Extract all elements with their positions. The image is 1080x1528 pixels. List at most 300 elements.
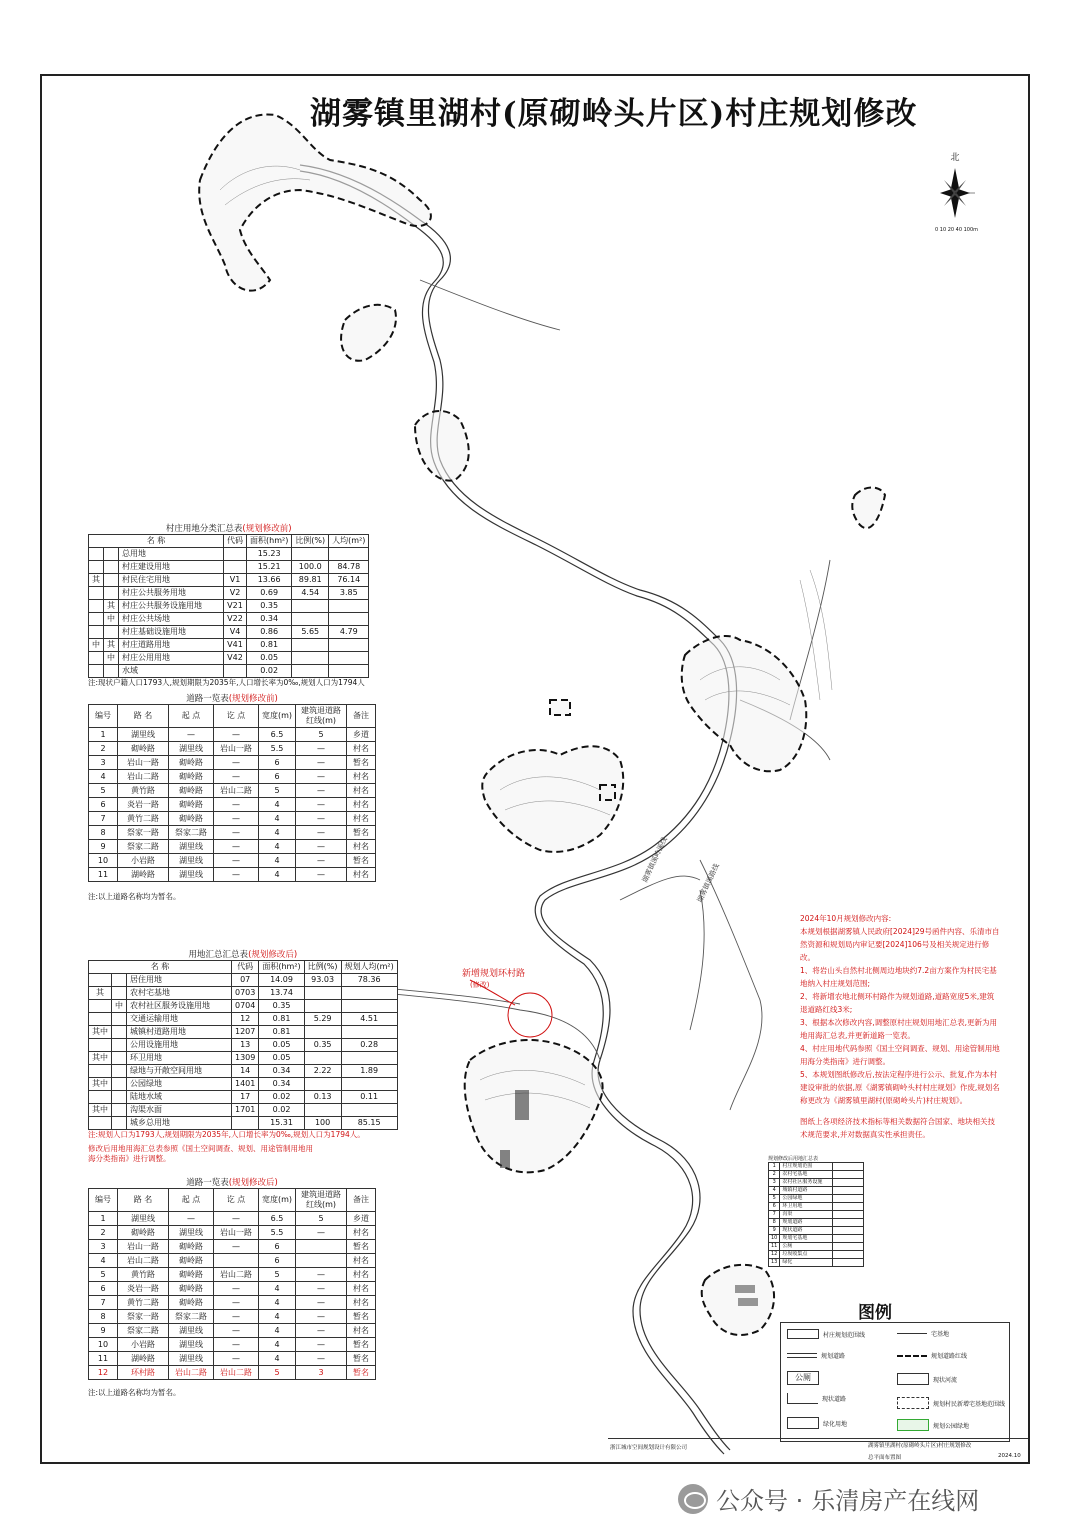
table-cell (304, 1026, 341, 1039)
table-cell: 0.34 (259, 1078, 304, 1091)
table-cell: 村名 (347, 1268, 376, 1282)
table-cell: 村名 (347, 1282, 376, 1296)
table-row (89, 1324, 376, 1338)
table-cell: 公厕 (780, 1243, 833, 1251)
table-cell: 环村路 (118, 1366, 169, 1380)
table-cell: 祭家一路 (118, 1310, 169, 1324)
table-cell: 现状道路 (780, 1227, 833, 1235)
table-cell (304, 1104, 341, 1117)
table-cell: 岩山二路 (214, 1268, 259, 1282)
column-header: 讫 点 (214, 705, 259, 728)
table-cell: 5.5 (259, 742, 296, 756)
table-cell (89, 974, 112, 987)
table-cell: — (296, 1268, 347, 1282)
table-cell: 湖岭路 (118, 1352, 169, 1366)
table-note-1: 注:规划人口为1793人,规划期限为2035年,人口增长率为0‰,规划人口为1794人。 (88, 1130, 365, 1139)
notes-line: 图纸上各项经济技术指标等相关数据符合国家、地块相关技术规范要求,并对数据真实性承担责任。 (800, 1117, 995, 1139)
table-cell (104, 548, 119, 561)
column-header: 代码 (232, 961, 259, 974)
table-cell: 9 (769, 1227, 780, 1235)
table-caption: 村庄用地分类汇总表(规划修改前) (165, 524, 292, 534)
table-cell: V42 (224, 652, 247, 665)
table-row (89, 840, 376, 854)
column-header: 起 点 (169, 705, 214, 728)
table-cell: 0.34 (247, 613, 292, 626)
table-row (89, 812, 376, 826)
table-row (89, 652, 369, 665)
table-cell: 2 (89, 742, 118, 756)
table-cell (104, 587, 119, 600)
table-cell (89, 561, 104, 574)
table-cell: 村名 (347, 868, 376, 882)
table-cell: — (169, 728, 214, 742)
table-cell: 6 (89, 1282, 118, 1296)
table-row (89, 868, 376, 882)
table-cell: — (296, 784, 347, 798)
table-cell: 砌岭路 (169, 1240, 214, 1254)
table-cell: — (214, 1338, 259, 1352)
table-cell: 1.89 (341, 1065, 397, 1078)
table-cell: 公园绿地 (780, 1195, 833, 1203)
table-row (89, 1240, 376, 1254)
table-cell: 5.29 (304, 1013, 341, 1026)
table-cell (112, 1078, 127, 1091)
table-cell: 暂名 (347, 1366, 376, 1380)
notes-heading: 2024年10月规划修改内容: (800, 914, 892, 923)
notes-line: 4、村庄用地代码参照《国土空间调查、规划、用途管制用地用海分类指南》进行调整。 (800, 1044, 1000, 1066)
table-cell (296, 1240, 347, 1254)
table-cell: 中 (104, 652, 119, 665)
org-name: 浙江城市空间规划设计有限公司 (610, 1445, 688, 1451)
table-cell: 暂名 (347, 1310, 376, 1324)
table-cell: 0.02 (259, 1104, 304, 1117)
table-cell: 4 (259, 826, 296, 840)
table-cell: 13 (769, 1259, 780, 1267)
table-cell (104, 626, 119, 639)
table-cell: — (214, 812, 259, 826)
table-cell: 5 (296, 728, 347, 742)
table-cell: 5 (89, 1268, 118, 1282)
table-cell: 沟渠水面 (127, 1104, 232, 1117)
table-cell: 10 (89, 1338, 118, 1352)
table-cell: 沟渠 (780, 1211, 833, 1219)
table-cell (296, 1254, 347, 1268)
table-caption: 道路一览表(规划修改后) (186, 1178, 278, 1188)
table-cell: 0.05 (259, 1052, 304, 1065)
table-cell: 岩山二路 (169, 1366, 214, 1380)
table-caption: 用地汇总汇总表(规划修改后) (188, 950, 298, 960)
north-label: 北 (950, 153, 960, 163)
table-cell: 规划道路 (780, 1219, 833, 1227)
table-cell: 8 (769, 1219, 780, 1227)
table-cell (292, 652, 329, 665)
table-cell: — (214, 1240, 259, 1254)
table-cell: 0.81 (247, 639, 292, 652)
legend-item: 规划公园绿地 (897, 1419, 969, 1431)
table-cell (112, 1117, 127, 1130)
column-header: 备注 (347, 705, 376, 728)
table-cell: 8 (89, 826, 118, 840)
table-cell: 0.69 (247, 587, 292, 600)
table-cell: V1 (224, 574, 247, 587)
table-cell: — (296, 826, 347, 840)
table-row (89, 1065, 398, 1078)
table-cell: 黄竹路 (118, 1268, 169, 1282)
table-cell: 11 (769, 1243, 780, 1251)
table-cell: — (296, 812, 347, 826)
table-cell: 2 (769, 1171, 780, 1179)
table-cell: 4 (259, 854, 296, 868)
column-header: 代码 (224, 535, 247, 548)
table-cell: V4 (224, 626, 247, 639)
table-row (89, 1052, 398, 1065)
table-cell (833, 1171, 864, 1179)
table-cell: 祭家一路 (118, 826, 169, 840)
table-cell (89, 1065, 112, 1078)
table-cell: 岩山一路 (118, 1240, 169, 1254)
table-cell: 村名 (347, 1226, 376, 1240)
table-cell: — (169, 1212, 214, 1226)
table-cell (89, 652, 104, 665)
table-cell: 78.36 (341, 974, 397, 987)
table-note-2: 修改后用地用海汇总表参照《国土空间调查、规划、用途管制用地用 (88, 1144, 313, 1153)
table-cell: 1207 (232, 1026, 259, 1039)
column-header: 讫 点 (214, 1189, 259, 1212)
table-cell (292, 613, 329, 626)
table-cell: 12 (769, 1251, 780, 1259)
table-cell: 其 (89, 574, 104, 587)
table-cell (833, 1163, 864, 1171)
table-cell (224, 561, 247, 574)
table-cell (292, 639, 329, 652)
table-row (89, 1104, 398, 1117)
table-cell: 湖里线 (169, 1338, 214, 1352)
table-row (89, 1117, 398, 1130)
table-row (769, 1195, 864, 1203)
table-cell: — (296, 1352, 347, 1366)
table-cell (341, 1052, 397, 1065)
table-cell: 村庄公共服务设施用地 (119, 600, 224, 613)
table-cell: 0.05 (259, 1039, 304, 1052)
table-row (769, 1219, 864, 1227)
table-cell (89, 1000, 112, 1013)
table-caption: 道路一览表(规划修改前) (186, 694, 278, 704)
table-cell: — (296, 1324, 347, 1338)
map-title: 湖雾镇里湖村(原砌岭头片区)村庄规划修改 (310, 96, 918, 132)
table-cell: 4 (769, 1187, 780, 1195)
table-cell (329, 548, 369, 561)
table-cell: 祭家二路 (118, 1324, 169, 1338)
table-cell: 6 (259, 1240, 296, 1254)
table-cell: 0.11 (341, 1091, 397, 1104)
table-cell: 村名 (347, 1254, 376, 1268)
table-cell (112, 974, 127, 987)
table-cell: 4 (259, 1352, 296, 1366)
table-row (89, 1000, 398, 1013)
column-header: 比例(%) (304, 961, 341, 974)
table-cell: 祭家二路 (169, 1310, 214, 1324)
legend (780, 1298, 1008, 1444)
table-cell (224, 665, 247, 678)
column-header: 编号 (89, 1189, 118, 1212)
table-row (89, 742, 376, 756)
table-cell: 砌岭路 (169, 1282, 214, 1296)
table-cell (89, 1013, 112, 1026)
table-row (89, 1268, 376, 1282)
table-cell (833, 1227, 864, 1235)
table-cell: 其 (104, 600, 119, 613)
new-road-label: 新增规划环村路 (462, 969, 526, 979)
table-cell: 1 (89, 1212, 118, 1226)
table-row (89, 854, 376, 868)
table-cell (304, 1078, 341, 1091)
table-cell (89, 613, 104, 626)
table-cell (833, 1251, 864, 1259)
table-cell: 1 (769, 1163, 780, 1171)
table-cell (833, 1179, 864, 1187)
table-cell: 岩山二路 (118, 770, 169, 784)
table-cell: 89.81 (292, 574, 329, 587)
table-row (89, 756, 376, 770)
notes-line: 2、将新增农地北侧环村路作为规划道路,道路宽度5米,建筑退道路红线3米; (800, 992, 995, 1014)
table-cell: 中 (104, 613, 119, 626)
table-cell: 砌岭路 (169, 812, 214, 826)
table-row (89, 770, 376, 784)
table-cell: V22 (224, 613, 247, 626)
table-cell: 9 (89, 840, 118, 854)
table-cell: 5.5 (259, 1226, 296, 1240)
column-header: 宽度(m) (259, 705, 296, 728)
table-cell (89, 587, 104, 600)
table-cell: 2.22 (304, 1065, 341, 1078)
table-row (769, 1227, 864, 1235)
landuse-table-2 (88, 960, 398, 1130)
table-cell (341, 1078, 397, 1091)
table-cell (232, 1117, 259, 1130)
table-cell: 村庄公共场地 (119, 613, 224, 626)
landuse-table-before (88, 522, 369, 688)
table-cell: 岩山二路 (214, 1366, 259, 1380)
table-cell: — (296, 1338, 347, 1352)
table-cell: 0.02 (247, 665, 292, 678)
table-cell: V21 (224, 600, 247, 613)
table-cell (833, 1259, 864, 1267)
table-cell: 6.5 (259, 728, 296, 742)
legend-item: 绿化用地 (787, 1417, 847, 1429)
table-cell: 3 (89, 1240, 118, 1254)
table-cell: 湖岭路 (118, 868, 169, 882)
table-cell: 村庄公共服务用地 (119, 587, 224, 600)
table-cell: 城镇村道路 (780, 1187, 833, 1195)
arrow-icon (897, 1333, 927, 1334)
table-cell: 0.05 (247, 652, 292, 665)
table-cell: 村庄基础设施用地 (119, 626, 224, 639)
table-cell: 0.13 (304, 1091, 341, 1104)
drawing-date: 2024.10 (998, 1453, 1021, 1459)
table-cell: 村庄建设用地 (119, 561, 224, 574)
column-header: 名 称 (89, 535, 224, 548)
table-cell (341, 1026, 397, 1039)
table-row (89, 1013, 398, 1026)
table-row (89, 548, 369, 561)
table-cell: 07 (232, 974, 259, 987)
table-cell (833, 1211, 864, 1219)
table-row (89, 1212, 376, 1226)
table-cell: 76.14 (329, 574, 369, 587)
table-row (89, 1310, 376, 1324)
table-row (89, 987, 398, 1000)
table-cell: 砌岭路 (169, 770, 214, 784)
drawing-name: 总平面布置图 (868, 1455, 902, 1461)
table-cell: 其中 (89, 1052, 112, 1065)
table-cell (104, 561, 119, 574)
table-row (89, 1282, 376, 1296)
column-header: 规划人均(m²) (341, 961, 397, 974)
landuse-table-1 (88, 534, 369, 678)
table-cell: 村名 (347, 798, 376, 812)
table-cell: 0.35 (247, 600, 292, 613)
table-row (89, 639, 369, 652)
table-cell: 4 (259, 798, 296, 812)
table-cell: 84.78 (329, 561, 369, 574)
table-cell: 砌岭路 (169, 756, 214, 770)
table-row (769, 1211, 864, 1219)
table-cell: 岩山一路 (214, 742, 259, 756)
table-cell: 暂名 (347, 854, 376, 868)
table-cell: 规划宅基地 (780, 1235, 833, 1243)
table-cell (224, 548, 247, 561)
table-cell: — (214, 868, 259, 882)
table-cell: 环卫用地 (127, 1052, 232, 1065)
column-header: 路 名 (118, 705, 169, 728)
table-note: 注:以上道路名称均为暂名。 (88, 1388, 181, 1397)
table-cell: 5 (296, 1212, 347, 1226)
table-cell: 4.54 (292, 587, 329, 600)
road-label-b: 湖雾镇溪路线 (695, 862, 721, 904)
table-cell: 村名 (347, 742, 376, 756)
table-row (769, 1187, 864, 1195)
table-cell: 1 (89, 728, 118, 742)
table-row (89, 974, 398, 987)
table-cell: 0.35 (304, 1039, 341, 1052)
road-table-before (88, 692, 376, 902)
road-label-a: 湖雾镇溪岭溪线 (640, 836, 669, 884)
table-cell: 0.28 (341, 1039, 397, 1052)
table-cell: 祭家二路 (118, 840, 169, 854)
table-cell (104, 574, 119, 587)
table-cell: 岩山二路 (118, 1254, 169, 1268)
table-cell: — (296, 1282, 347, 1296)
table-row (769, 1251, 864, 1259)
table-cell: 城乡总用地 (127, 1117, 232, 1130)
table-cell (89, 1117, 112, 1130)
table-cell: 暂名 (347, 1352, 376, 1366)
modification-notes (800, 912, 1000, 1141)
table-row (769, 1179, 864, 1187)
table-cell: 100 (304, 1117, 341, 1130)
table-row (89, 1254, 376, 1268)
table-row (89, 1091, 398, 1104)
table-cell: 总用地 (119, 548, 224, 561)
table-cell: 小岩路 (118, 1338, 169, 1352)
table-cell: 暂名 (347, 1338, 376, 1352)
table-cell: — (296, 868, 347, 882)
table-cell: 17 (232, 1091, 259, 1104)
table-cell: 6.5 (259, 1212, 296, 1226)
table-cell: 9 (89, 1324, 118, 1338)
wechat-icon (678, 1484, 708, 1514)
table-cell (89, 600, 104, 613)
table-row (89, 1039, 398, 1052)
table-cell: 4 (259, 868, 296, 882)
legend-item: 村庄规划范围线 (787, 1329, 865, 1339)
table-cell: — (296, 854, 347, 868)
table-cell: 湖里线 (169, 840, 214, 854)
table-cell: 其 (104, 639, 119, 652)
legend-item: 现状河流 (897, 1373, 957, 1385)
table-cell: 岩山一路 (118, 756, 169, 770)
scale-bar: 0 10 20 40 100m (935, 227, 979, 233)
table-cell (112, 1052, 127, 1065)
table-cell (341, 1000, 397, 1013)
table-cell: — (296, 840, 347, 854)
table-cell: — (214, 854, 259, 868)
table-cell: 黄竹二路 (118, 812, 169, 826)
table-cell (304, 1052, 341, 1065)
table-row (89, 561, 369, 574)
table-cell: 14 (232, 1065, 259, 1078)
table-cell: 村名 (347, 1324, 376, 1338)
table-row (89, 798, 376, 812)
table-row (769, 1203, 864, 1211)
table-row (89, 574, 369, 587)
table-cell: 砌岭路 (118, 742, 169, 756)
table-cell: — (214, 728, 259, 742)
table-cell: 农村社区服务设施用地 (127, 1000, 232, 1013)
table-cell: 砌岭路 (169, 1254, 214, 1268)
table-cell: 中 (112, 1000, 127, 1013)
table-cell: — (296, 798, 347, 812)
table-cell: 12 (232, 1013, 259, 1026)
table-cell: 祭家二路 (169, 826, 214, 840)
table-cell (112, 1039, 127, 1052)
table-row (89, 1352, 376, 1366)
table-cell (329, 639, 369, 652)
table-cell (833, 1187, 864, 1195)
column-header: 面积(hm²) (259, 961, 304, 974)
footer-name: 乐清房产在线网 (811, 1487, 980, 1515)
table-cell (341, 987, 397, 1000)
table-cell: 4 (259, 1324, 296, 1338)
legend-item: 规划村民新增宅基地范围线 (897, 1397, 1005, 1409)
table-note: 注:以上道路名称均为暂名。 (88, 892, 181, 901)
table-cell: 砌岭路 (118, 1226, 169, 1240)
table-cell: 11 (89, 1352, 118, 1366)
table-cell: 湖里线 (169, 1324, 214, 1338)
table-row (89, 784, 376, 798)
table-cell: 0.86 (247, 626, 292, 639)
table-cell: 其中 (89, 1078, 112, 1091)
table-cell: 陆地水域 (127, 1091, 232, 1104)
column-header: 路 名 (118, 1189, 169, 1212)
notes-line: 3、根据本次修改内容,调整原村庄规划用地汇总表,更新为用地用海汇总表,并更新道路一览表。 (800, 1018, 998, 1040)
table-cell: 环卫用地 (780, 1203, 833, 1211)
table-cell: 其中 (89, 1104, 112, 1117)
table-cell (304, 1000, 341, 1013)
table-cell (89, 1039, 112, 1052)
table-cell (292, 600, 329, 613)
column-header: 面积(hm²) (247, 535, 292, 548)
